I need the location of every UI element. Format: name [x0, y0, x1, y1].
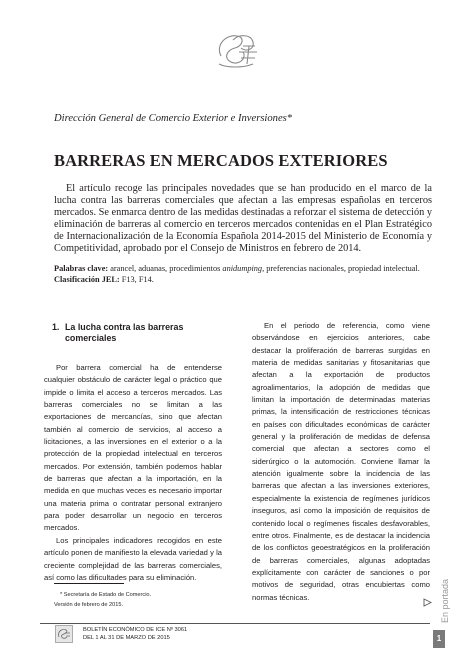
footnote-affiliation: * Secretaría de Estado de Comercio.: [60, 592, 152, 598]
en-portada-link[interactable]: En portada: [440, 578, 450, 624]
next-page-arrow-icon[interactable]: [423, 598, 432, 607]
keywords-text-1: arancel, aduanas, procedimientos: [108, 264, 223, 273]
journal-info: [83, 627, 187, 642]
section-number: 1.: [52, 322, 60, 332]
jel-label: Clasificación JEL:: [54, 275, 120, 285]
ice-monogram-icon: [213, 30, 261, 70]
author-affiliation: Dirección General de Comercio Exterior e Inversiones*: [54, 113, 293, 124]
journal-issue-date: DEL 1 AL 31 DE MARZO DE 2015: [83, 634, 170, 641]
keywords-text-2: , preferencias nacionales, propiedad intelectual.: [262, 264, 420, 273]
body-paragraph: En el periodo de referencia, como viene observándose en ejercicios anteriores, cabe destacar la proliferación de barreras surgidas en materia de medidas sanitarias y fitosanitarias que afectan a la exportación de productos agroalimentarios, la adopción de medidas que limitan la importación de determinadas materias primas, la intensificación de restricciones técnicas en países con dificultades económicas de carácter general y la proliferación de medidas de defensa comercial que afectan a sectores como el siderúrgico o la automoción. Conviene llamar la atención igualmente sobre la incidencia de las barreras que afectan a las inversiones exteriores, especialmente la existencia de regímenes jurídicos inseguros, así como la imposición de requisitos de contenido local o regímenes fiscales desfavorables, entre otros. Finalmente, es de destacar la incidencia de los conflictos geoestratégicos en la proliferación de barreras comerciales, algunas adoptadas explícitamente con carácter de sanciones o por motivos de seguridad, otras encubiertas como normas técnicas.: [252, 321, 430, 602]
body-column-right: [252, 320, 430, 604]
abstract: El artículo recoge las principales novedades que se han producido en el marco de la lucha contra las barreras comerciales que afectan a las empresas españolas en terceros mercados. Se enmarca dentro de las medidas destinadas a reforzar el sistema de detección y eliminación de barreras al comercio en terceros mercados contenidas en el Plan Estratégico de Internacionalización de la Economía Española 2014-2015 del Ministerio de Economía y Competitividad, aprobado por el Consejo de Ministros en febrero de 2014.: [54, 183, 432, 254]
body-paragraph: Por barrera comercial ha de entenderse cualquier obstáculo de carácter legal o práctico que impide o limita el acceso a terceros mercados. Las barreras comerciales no se limitan a las exportaciones de mercancías, sino que afectan también al comercio de servicios, al acceso a licitaciones, a las inversiones en el exterior o a la protección de la propiedad intelectual en terceros mercados. Por extensión, también podemos hablar de barreras que afectan a la importación, en la medida en que muchas veces es necesario importar una materia prima o contratar personal extranjero para poder desarrollar un negocio en terceros mercados.: [44, 363, 222, 533]
section-heading: [52, 322, 222, 345]
article-title: BARRERAS EN MERCADOS EXTERIORES: [54, 151, 388, 170]
keywords-label: Palabras clave:: [54, 264, 109, 273]
journal-title: BOLETÍN ECONÓMICO DE ICE Nº 3061: [83, 627, 188, 633]
body-paragraph: Los principales indicadores recogidos en este artículo ponen de manifiesto la elevada variedad y la creciente complejidad de las barreras comerciales, así como las dificultades para su eliminación.: [44, 535, 222, 582]
footnotes: [54, 591, 234, 611]
page-number: 1: [433, 630, 445, 648]
keywords-italic-term: anidumping: [222, 264, 263, 273]
footer-divider: [40, 623, 430, 624]
footnote-version: Versión de febrero de 2015.: [54, 601, 124, 608]
ice-monogram-small-icon: [55, 625, 73, 643]
section-heading-text: La lucha contra las barreras comerciales: [65, 322, 184, 344]
body-column-left: [44, 362, 222, 584]
jel-codes: F13, F14.: [119, 275, 154, 285]
jel-line: [54, 274, 444, 285]
footnote-divider: [54, 583, 124, 584]
keywords-line: [54, 263, 444, 274]
keywords-block: [54, 263, 444, 285]
